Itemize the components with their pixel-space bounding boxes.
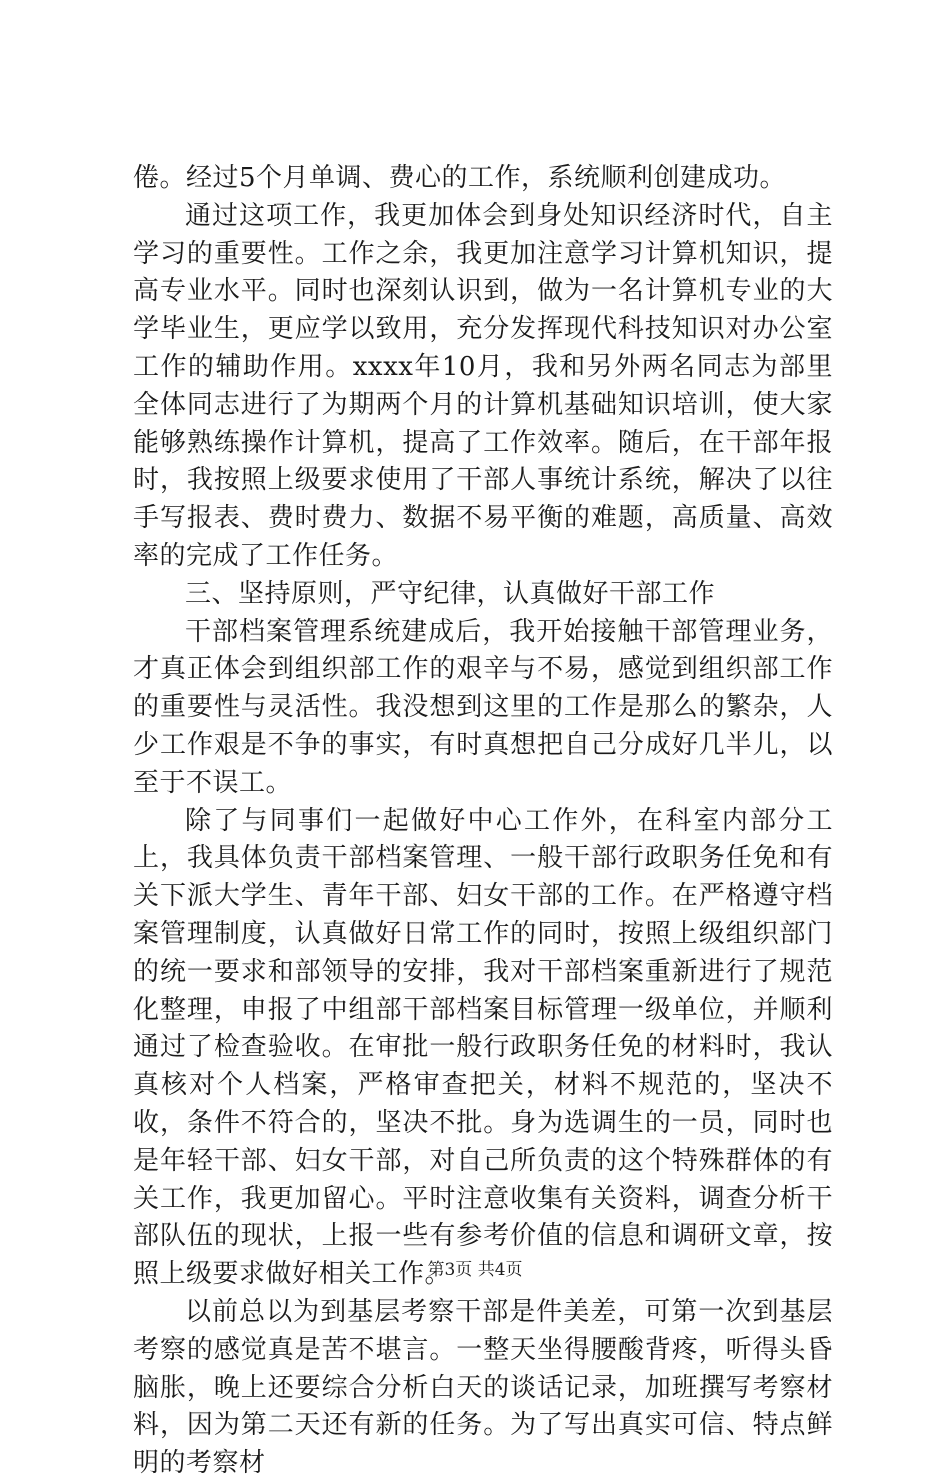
section-heading: 三、坚持原则，严守纪律，认真做好干部工作 [185,578,716,609]
paragraph: 倦。经过5个月单调、费心的工作，系统顺利创建成功。 [133,163,787,193]
paragraph: 除了与同事们一起做好中心工作外，在科室内部分工上，我具体负责干部档案管理、一般干部行政职务任免和有关下派大学生、青年干部、妇女干部的工作。在严格遵守档案管理制度，认真做好日常工作的同时，按照上级组织部门的统一要求和部领导的安排，我对干部档案重新进行了规范化整理，申报了中组部干部档案目标管理一级单位，并顺利通过了检查验收。在审批一般行政职务任免的材料时，我认真核对个人档案，严格审查把关，材料不规范的，坚决不收，条件不符合的，坚决不批。身为选调生的一员，同时也是年轻干部、妇女干部，对自己所负责的这个特殊群体的有关工作，我更加留心。平时注意收集有关资料，调查分析干部队伍的现状，上报一些有参考价值的信息和调研文章，按照上级要求做好相关工作。 [133,805,833,1290]
page-footer [0,1255,950,1280]
paragraph: 以前总以为到基层考察干部是件美差，可第一次到基层考察的感觉真是苦不堪言。一整天坐得腰酸背疼，听得头昏脑胀，晚上还要综合分析白天的谈话记录，加班撰写考察材料，因为第二天还有新的任务。为了写出真实可信、特点鲜明的考察材 [133,1296,833,1479]
paragraph: 干部档案管理系统建成后，我开始接触干部管理业务，才真正体会到组织部工作的艰辛与不易，感觉到组织部工作的重要性与灵活性。我没想到这里的工作是那么的繁杂，人少工作艰是不争的事实，有时真想把自己分成好几半儿，以至于不误工。 [133,616,833,798]
document-body [133,160,833,1483]
page-number: 第3页 共4页 [427,1260,523,1280]
paragraph: 通过这项工作，我更加体会到身处知识经济时代，自主学习的重要性。工作之余，我更加注意学习计算机知识，提高专业水平。同时也深刻认识到，做为一名计算机专业的大学毕业生，更应学以致用，充分发挥现代科技知识对办公室工作的辅助作用。xxxx年10月，我和另外两名同志为部里全体同志进行了为期两个月的计算机基础知识培训，使大家能够熟练操作计算机，提高了工作效率。随后，在干部年报时，我按照上级要求使用了干部人事统计系统，解决了以往手写报表、费时费力、数据不易平衡的难题，高质量、高效率的完成了工作任务。 [133,200,833,571]
